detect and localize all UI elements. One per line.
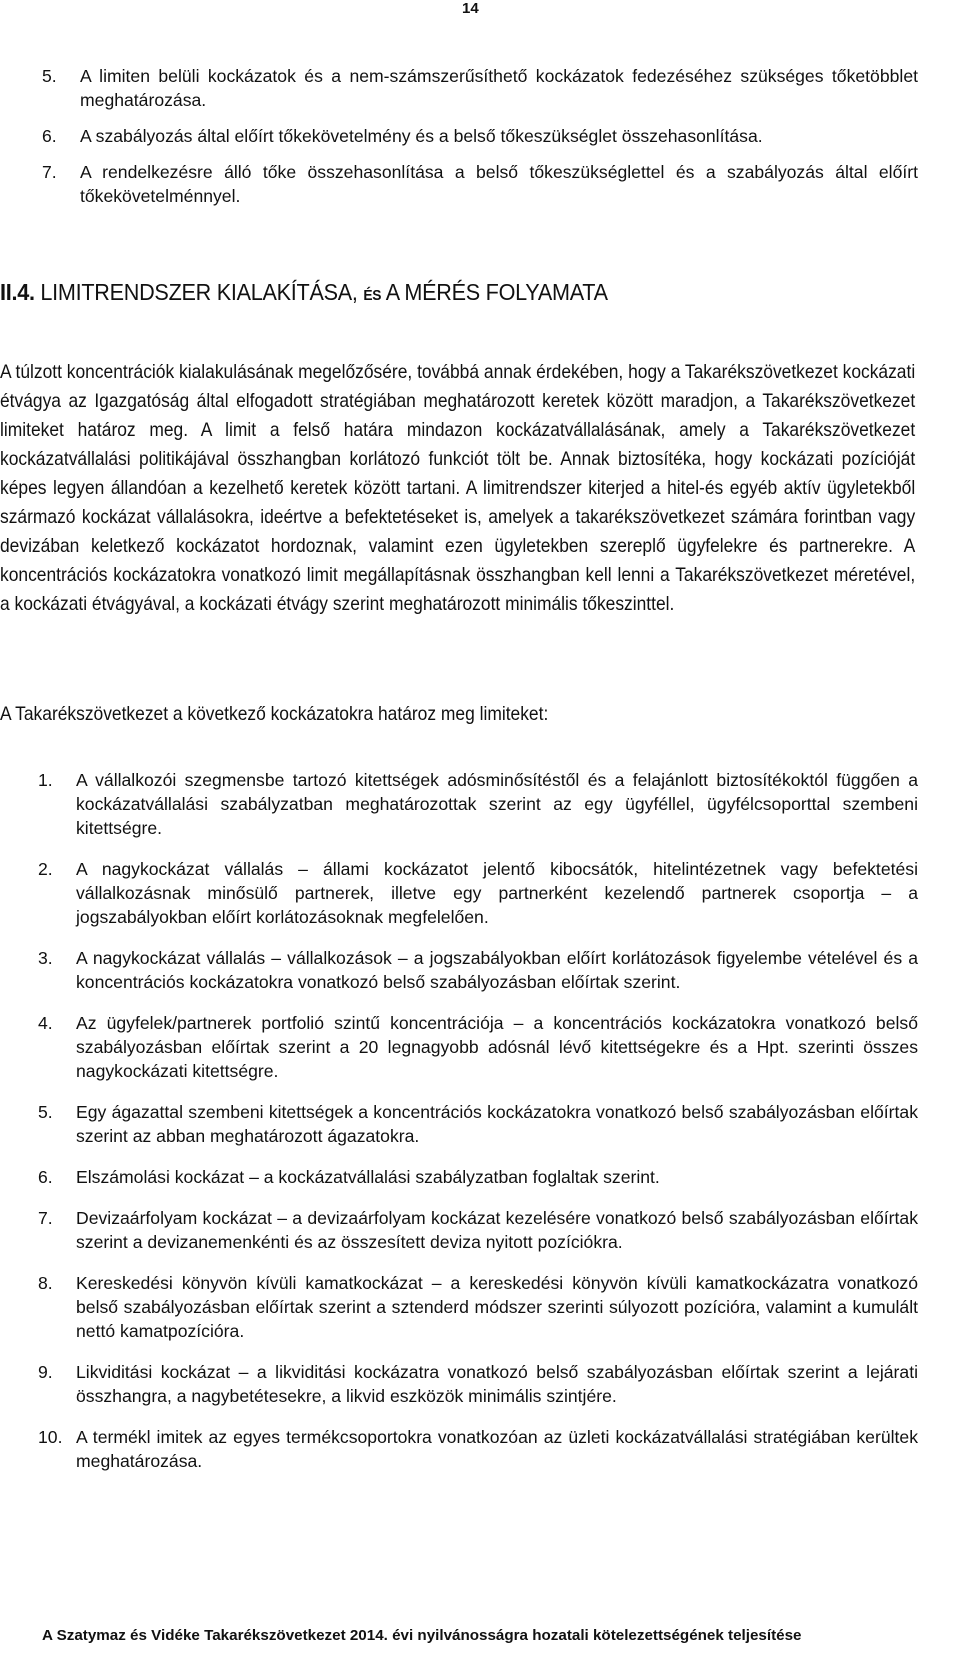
list-item-text: A limiten belüli kockázatok és a nem-számszerűsíthető kockázatok fedezéséhez szükséges tőketöbblet meghatározása.	[80, 66, 918, 110]
list-item-number: 5.	[38, 1102, 53, 1122]
list-item-number: 9.	[38, 1362, 53, 1382]
list-item-text: Likviditási kockázat – a likviditási kockázatra vonatkozó belső szabályozásban előírtak szerint a lejárati összhangra, a nagybetétesekre, a likvid eszközök minimális szintjére.	[76, 1362, 918, 1406]
list-item-text: A termékl imitek az egyes termékcsoportokra vonatkozóan az üzleti kockázatvállalási stratégiában kerültek meghatározása.	[76, 1427, 918, 1471]
list-item-text: Devizaárfolyam kockázat – a devizaárfolyam kockázat kezelésére vonatkozó belső szabályozásban előírtak szerint a devizanemenkénti és az összesített deviza nyitott pozíciókra.	[76, 1208, 918, 1252]
list-item-number: 6.	[42, 126, 57, 146]
list-item	[38, 1271, 918, 1343]
list-item	[38, 857, 918, 929]
list-item-text: A szabályozás által előírt tőkekövetelmény és a belső tőkeszükséglet összehasonlítása.	[80, 126, 763, 146]
list-item	[38, 1206, 918, 1254]
limits-intro: A Takarékszövetkezet a következő kockázatokra határoz meg limiteket:	[0, 703, 549, 725]
list-item	[42, 124, 918, 148]
list-item	[38, 1100, 918, 1148]
list-item-number: 7.	[42, 162, 57, 182]
list-item-text: Egy ágazattal szembeni kitettségek a koncentrációs kockázatokra vonatkozó belső szabályozásban előírtak szerint az abban meghatározott ágazatokra.	[76, 1102, 918, 1146]
section-number: II.4.	[0, 279, 35, 305]
section-title-small: ÉS	[363, 287, 382, 304]
list-item-text: A nagykockázat vállalás – állami kockázatot jelentő kibocsátók, hitelintézetnek vagy befektetési vállalkozásnak minősülő partnerek, illetve egy partnerként kezelendő partnerek csoportja – a jogszabályokban előírt korlátozásoknak megfelelően.	[76, 859, 918, 927]
list-item-number: 6.	[38, 1167, 53, 1187]
list-item	[38, 768, 918, 840]
page-number: 14	[462, 0, 479, 17]
section-title-part1: LIMITRENDSZER KIALAKÍTÁSA,	[34, 279, 364, 305]
list-item-text: A rendelkezésre álló tőke összehasonlítása a belső tőkeszükséglettel és a szabályozás által előírt tőkekövetelménnyel.	[80, 162, 918, 206]
section-title-part2: A MÉRÉS FOLYAMATA	[381, 279, 608, 305]
body-paragraph: A túlzott koncentrációk kialakulásának megelőzősére, továbbá annak érdekében, hogy a Takarékszövetkezet kockázati étvágya az Igazgatóság által elfogadott stratégiában meghatározott keretek között maradjon, a Takarékszövetkezet limiteket határoz meg. A limit a felső határa mindazon kockázatvállalásának, amely a Takarékszövetkezet kockázatvállalási politikájával összhangban korlátozó funkciót tölt be. Annak biztosítéka, hogy kockázati pozícióját képes legyen állandóan a kezelhető keretek között tartani. A limitrendszer kiterjed a hitel-és egyéb aktív ügyletekből származó kockázat vállalásokra, ideértve a befektetéseket is, amelyek a takarékszövetkezet számára forintban vagy devizában keletkező kockázatot hordoznak, valamint ezen ügyletekben szereplő ügyfelekre és partnerekre. A koncentrációs kockázatokra vonatkozó limit megállapításnak összhangban kell lenni a Takarékszövetkezet méretével, a kockázati étvágyával, a kockázati étvágy szerint meghatározott minimális tőkeszinttel.	[0, 361, 916, 615]
list-item	[38, 1165, 918, 1189]
list-item	[38, 946, 918, 994]
list-item	[42, 160, 918, 208]
list-item	[42, 64, 918, 112]
top-list	[42, 64, 918, 220]
list-item-number: 10.	[38, 1427, 63, 1447]
list-item	[38, 1425, 918, 1473]
list-item-number: 3.	[38, 948, 53, 968]
list-item-number: 1.	[38, 770, 53, 790]
page-footer: A Szatymaz és Vidéke Takarékszövetkezet 2014. évi nyilvánosságra hozatali kötelezettségének teljesítése	[42, 1627, 802, 1644]
list-item	[38, 1360, 918, 1408]
limits-list	[38, 768, 918, 1490]
list-item-text: Kereskedési könyvön kívüli kamatkockázat – a kereskedési könyvön kívüli kamatkockázatra vonatkozó belső szabályozásban előírtak szerint a sztenderd módszer szerinti súlyozott pozícióra, valamint a kumulált nettó kamatpozícióra.	[76, 1273, 918, 1341]
list-item-number: 8.	[38, 1273, 53, 1293]
list-item-text: Elszámolási kockázat – a kockázatvállalási szabályzatban foglaltak szerint.	[76, 1167, 660, 1187]
list-item-number: 4.	[38, 1013, 53, 1033]
list-item-text: A vállalkozói szegmensbe tartozó kitettségek adósminősítéstől és a felajánlott biztosítékoktól függően a kockázatvállalási szabályzatban meghatározottak szerint az egy ügyféllel, ügyfélcsoporttal szembeni kitettségre.	[76, 770, 918, 838]
list-item-text: A nagykockázat vállalás – vállalkozások – a jogszabályokban előírt korlátozások figyelembe vételével és a koncentrációs kockázatokra vonatkozó belső szabályozásban előírtak szerint.	[76, 948, 918, 992]
list-item-number: 5.	[42, 66, 57, 86]
list-item-text: Az ügyfelek/partnerek portfolió szintű koncentrációja – a koncentrációs kockázatokra vonatkozó belső szabályozásban előírtak szerint a 20 legnagyobb adósnál lévő kitettségekre és a Hpt. szerinti összes nagykockázati kitettségre.	[76, 1013, 918, 1081]
list-item-number: 7.	[38, 1208, 53, 1228]
section-heading	[0, 278, 883, 310]
list-item-number: 2.	[38, 859, 53, 879]
list-item	[38, 1011, 918, 1083]
